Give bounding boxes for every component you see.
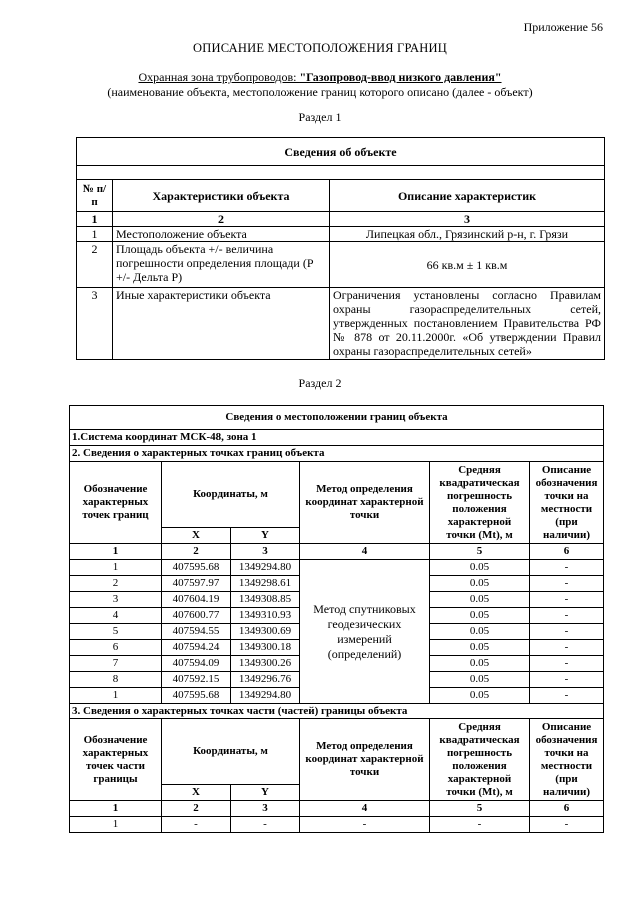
header-number: № п/п xyxy=(77,180,113,212)
boundary-table-title: Сведения о местоположении границ объекта xyxy=(70,406,604,430)
point-error: 0.05 xyxy=(430,608,530,624)
point-error: 0.05 xyxy=(430,560,530,576)
point-y: 1349294.80 xyxy=(231,688,300,704)
parts-col-number-4: 4 xyxy=(300,801,430,817)
header-method: Метод определения координат характерной точки xyxy=(300,462,430,544)
point-y: 1349298.61 xyxy=(231,576,300,592)
point-number: 3 xyxy=(70,592,162,608)
point-number: 7 xyxy=(70,656,162,672)
parts-header-x: X xyxy=(162,785,231,801)
point-description: - xyxy=(530,688,604,704)
parts-header-coords: Координаты, м xyxy=(162,719,300,785)
parts-header-error: Средняя квадратическая погрешность положения характерной точки (Mt), м xyxy=(430,719,530,801)
point-description: - xyxy=(530,560,604,576)
col-number-4: 4 xyxy=(300,544,430,560)
object-name-note: (наименование объекта, местоположение границ которого описано (далее - объект) xyxy=(107,85,533,99)
parts-col-number-5: 5 xyxy=(430,801,530,817)
point-x: 407597.97 xyxy=(162,576,231,592)
part-point-error: - xyxy=(430,817,530,833)
table-row xyxy=(70,560,604,576)
col-number-1: 1 xyxy=(70,544,162,560)
method-value: Метод спутниковых геодезических измерений (определений) xyxy=(300,560,430,704)
appendix-label: Приложение 56 xyxy=(523,20,603,34)
point-error: 0.05 xyxy=(430,672,530,688)
header-x: X xyxy=(162,528,231,544)
header-error: Средняя квадратическая погрешность положения характерной точки (Mt), м xyxy=(430,462,530,544)
table-row xyxy=(70,817,604,833)
row-number: 1 xyxy=(77,227,113,242)
row-characteristic: Площадь объекта +/- величина погрешности определения площади (Р +/- Дельта Р) xyxy=(113,242,330,288)
point-y: 1349300.26 xyxy=(231,656,300,672)
point-x: 407594.09 xyxy=(162,656,231,672)
parts-col-number-3: 3 xyxy=(231,801,300,817)
parts-col-number-2: 2 xyxy=(162,801,231,817)
col-number-1: 1 xyxy=(77,212,113,227)
point-x: 407600.77 xyxy=(162,608,231,624)
point-description: - xyxy=(530,624,604,640)
parts-header-point-description: Описание обозначения точки на местности (при наличии) xyxy=(530,719,604,801)
point-x: 407604.19 xyxy=(162,592,231,608)
point-error: 0.05 xyxy=(430,592,530,608)
table-row xyxy=(77,227,605,242)
part-point-method: - xyxy=(300,817,430,833)
row-value: Липецкая обл., Грязинский р-н, г. Грязи xyxy=(330,227,605,242)
zone-prefix: Охранная зона трубопроводов: xyxy=(138,70,300,84)
row-number: 3 xyxy=(77,288,113,360)
point-description: - xyxy=(530,640,604,656)
point-error: 0.05 xyxy=(430,624,530,640)
col-number-5: 5 xyxy=(430,544,530,560)
table-row xyxy=(77,242,605,288)
point-error: 0.05 xyxy=(430,576,530,592)
point-x: 407594.24 xyxy=(162,640,231,656)
point-number: 1 xyxy=(70,688,162,704)
header-point-description: Описание обозначения точки на местности (при наличии) xyxy=(530,462,604,544)
part-point-number: 1 xyxy=(70,817,162,833)
point-description: - xyxy=(530,656,604,672)
parts-header-designation: Обозначение характерных точек части границы xyxy=(70,719,162,801)
boundary-table xyxy=(69,405,604,833)
parts-header-method: Метод определения координат характерной точки xyxy=(300,719,430,801)
point-description: - xyxy=(530,592,604,608)
zone-name: "Газопровод-ввод низкого давления" xyxy=(299,70,502,84)
point-description: - xyxy=(530,608,604,624)
header-description: Описание характеристик xyxy=(330,180,605,212)
point-x: 407592.15 xyxy=(162,672,231,688)
point-number: 6 xyxy=(70,640,162,656)
part-point-x: - xyxy=(162,817,231,833)
row-value: 66 кв.м ± 1 кв.м xyxy=(330,242,605,288)
point-y: 1349294.80 xyxy=(231,560,300,576)
point-y: 1349310.93 xyxy=(231,608,300,624)
col-number-2: 2 xyxy=(113,212,330,227)
object-info-table xyxy=(76,137,605,360)
header-characteristics: Характеристики объекта xyxy=(113,180,330,212)
row-characteristic: Местоположение объекта xyxy=(113,227,330,242)
col-number-6: 6 xyxy=(530,544,604,560)
object-info-title: Сведения об объекте xyxy=(77,138,605,166)
part-point-y: - xyxy=(231,817,300,833)
point-x: 407595.68 xyxy=(162,688,231,704)
section-2-label: Раздел 2 xyxy=(298,376,342,390)
point-number: 8 xyxy=(70,672,162,688)
point-description: - xyxy=(530,672,604,688)
point-number: 4 xyxy=(70,608,162,624)
row-value: Ограничения установлены согласно Правилам охраны газораспределительных сетей, утвержденных постановлением Правительства РФ № 878 от 20.11.2000г. «Об утверждении Правил охраны газораспределительных сетей» xyxy=(330,288,605,360)
point-number: 5 xyxy=(70,624,162,640)
point-error: 0.05 xyxy=(430,656,530,672)
point-error: 0.05 xyxy=(430,640,530,656)
point-number: 1 xyxy=(70,560,162,576)
point-error: 0.05 xyxy=(430,688,530,704)
row-number: 2 xyxy=(77,242,113,288)
parts-col-number-1: 1 xyxy=(70,801,162,817)
point-number: 2 xyxy=(70,576,162,592)
object-info-spacer xyxy=(77,166,605,180)
parts-section-title: 3. Сведения о характерных точках части (частей) границы объекта xyxy=(70,704,604,719)
section-1-label: Раздел 1 xyxy=(298,110,342,124)
point-y: 1349296.76 xyxy=(231,672,300,688)
parts-header-y: Y xyxy=(231,785,300,801)
col-number-3: 3 xyxy=(330,212,605,227)
points-section-title: 2. Сведения о характерных точках границ объекта xyxy=(70,446,604,462)
point-description: - xyxy=(530,576,604,592)
header-designation: Обозначение характерных точек границ xyxy=(70,462,162,544)
point-x: 407595.68 xyxy=(162,560,231,576)
header-y: Y xyxy=(231,528,300,544)
part-point-description: - xyxy=(530,817,604,833)
table-row xyxy=(77,288,605,360)
point-x: 407594.55 xyxy=(162,624,231,640)
row-characteristic: Иные характеристики объекта xyxy=(113,288,330,360)
document-title: ОПИСАНИЕ МЕСТОПОЛОЖЕНИЯ ГРАНИЦ xyxy=(193,41,447,55)
object-name-line xyxy=(0,70,640,85)
point-y: 1349308.85 xyxy=(231,592,300,608)
col-number-2: 2 xyxy=(162,544,231,560)
header-coords: Координаты, м xyxy=(162,462,300,528)
col-number-3: 3 xyxy=(231,544,300,560)
point-y: 1349300.18 xyxy=(231,640,300,656)
coordinate-system: 1.Система координат МСК-48, зона 1 xyxy=(70,430,604,446)
point-y: 1349300.69 xyxy=(231,624,300,640)
parts-col-number-6: 6 xyxy=(530,801,604,817)
